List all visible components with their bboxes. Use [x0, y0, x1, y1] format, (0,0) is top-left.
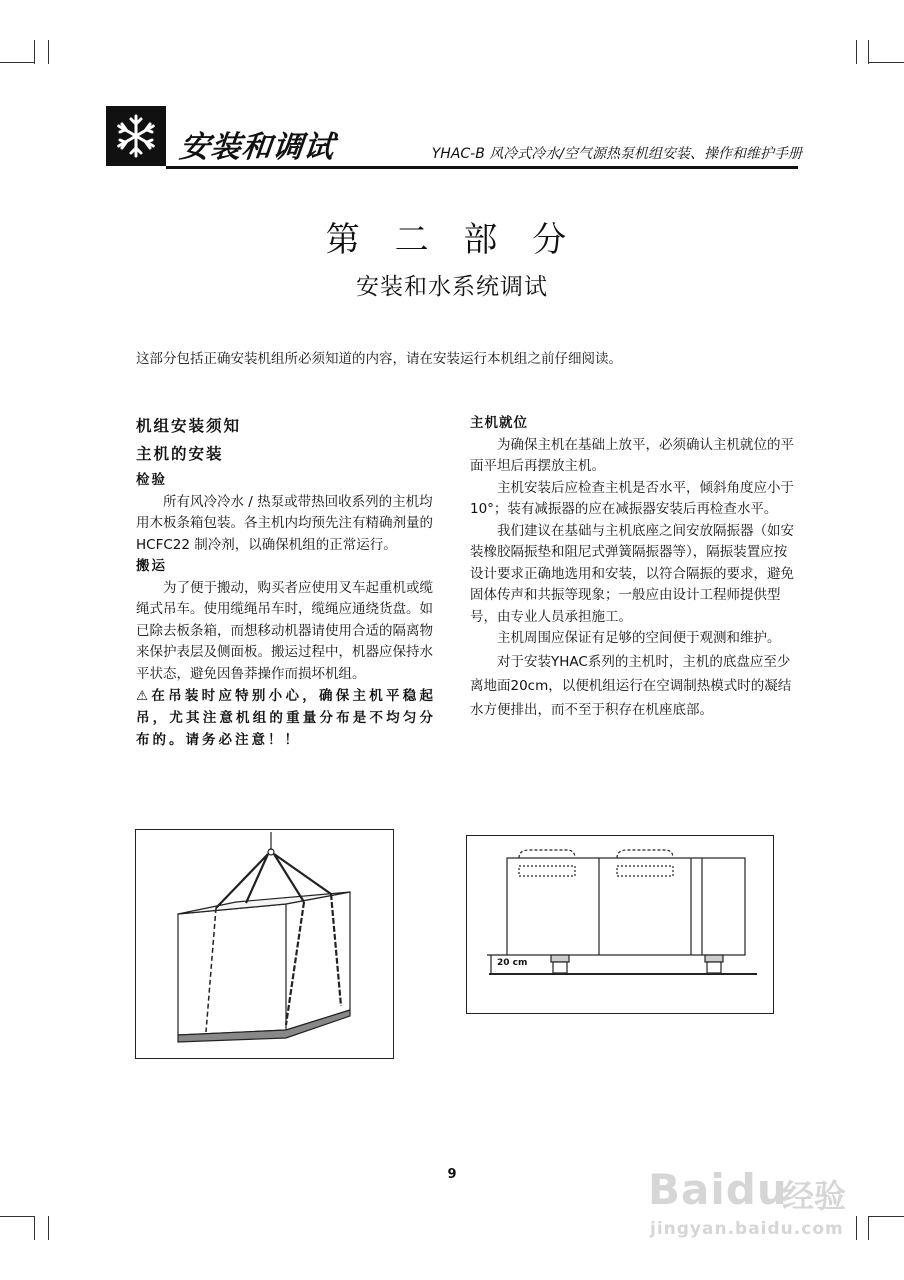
warning-triangle-icon: ⚠	[136, 688, 152, 704]
positioning-p4: 主机周围应保证有足够的空间便于观测和维护。	[497, 630, 781, 646]
left-column	[136, 412, 436, 751]
positioning-p5: 对于安装YHAC系列的主机时，主机的底盘应至少离地面20cm，以便机组运行在空调制热模式时的凝结水方便排出，而不至于积存在机座底部。	[470, 653, 792, 718]
crop-mark	[856, 40, 857, 64]
crop-mark	[34, 1216, 35, 1240]
heading-transport: 搬运	[136, 558, 167, 574]
snowflake-icon	[106, 106, 166, 166]
inspection-text: 所有风冷冷水 / 热泵或带热回收系列的主机均用木板条箱包装。各主机内均预先注有精确剂量的HCFC22 制冷剂，以确保机组的正常运行。	[136, 493, 433, 553]
right-column	[470, 413, 800, 722]
manual-title: YHAC-B 风冷式冷水/空气源热泵机组安装、操作和维护手册	[431, 146, 802, 162]
crop-mark	[48, 40, 49, 64]
heading-positioning: 主机就位	[470, 415, 528, 431]
positioning-p1: 为确保主机在基础上放平，必须确认主机就位的平面平坦后再摆放主机。	[470, 436, 794, 474]
page-number: 9	[447, 1167, 457, 1182]
part-title: 第 二 部 分	[325, 220, 579, 260]
watermark-url: jingyan.baidu.com	[650, 1219, 844, 1239]
crop-mark	[0, 62, 34, 63]
crop-mark	[868, 62, 904, 63]
crop-mark	[868, 40, 869, 64]
header-divider	[166, 166, 798, 169]
crop-mark	[0, 1216, 34, 1217]
section-title: 安装和调试	[177, 130, 337, 165]
heading-unit-install-notes: 机组安装须知	[136, 417, 242, 435]
heading-main-unit-install: 主机的安装	[136, 445, 224, 463]
baidu-jingyan-watermark	[640, 1143, 890, 1243]
positioning-p3: 我们建议在基础与主机底座之间安放隔振器（如安装橡胶隔振垫和阻尼式弹簧隔振器等），隔振装置应按设计要求正确地选用和安装，以符合隔振的要求，避免固体传声和共振等现象；一般应由设计工程师提供型号，由专业人员承担施工。	[470, 522, 794, 625]
warning-text: ⚠在吊装时应特别小心，确保主机平稳起吊，尤其注意机组的重量分布是不均匀分布的。请务必注意！！	[136, 688, 437, 748]
positioning-p2: 主机安装后应检查主机是否水平，倾斜角度应小于10°；装有减振器的应在减振器安装后再检查水平。	[470, 479, 794, 517]
crop-mark	[34, 40, 35, 64]
heading-inspection: 检验	[136, 472, 167, 488]
lifting-figure	[135, 829, 394, 1059]
crop-mark	[48, 1216, 49, 1240]
part-subtitle: 安装和水系统调试	[356, 274, 548, 300]
intro-text: 这部分包括正确安装机组所必须知道的内容，请在安装运行本机组之前仔细阅读。	[136, 351, 622, 367]
clearance-label: 20 cm	[497, 958, 528, 968]
watermark-logo: Baidu	[648, 1165, 788, 1214]
transport-text: 为了便于搬动，购买者应使用叉车起重机或缆绳式吊车。使用缆绳吊车时，缆绳应通绕货盘。如已除去板条箱，而想移动机器请使用合适的隔离物来保护表层及侧面板。搬运过程中，机器应保持水平状态，避免因鲁莽操作而损坏机组。	[136, 579, 433, 682]
watermark-cn: 经验	[782, 1177, 847, 1215]
unit-base-figure	[466, 835, 774, 1014]
